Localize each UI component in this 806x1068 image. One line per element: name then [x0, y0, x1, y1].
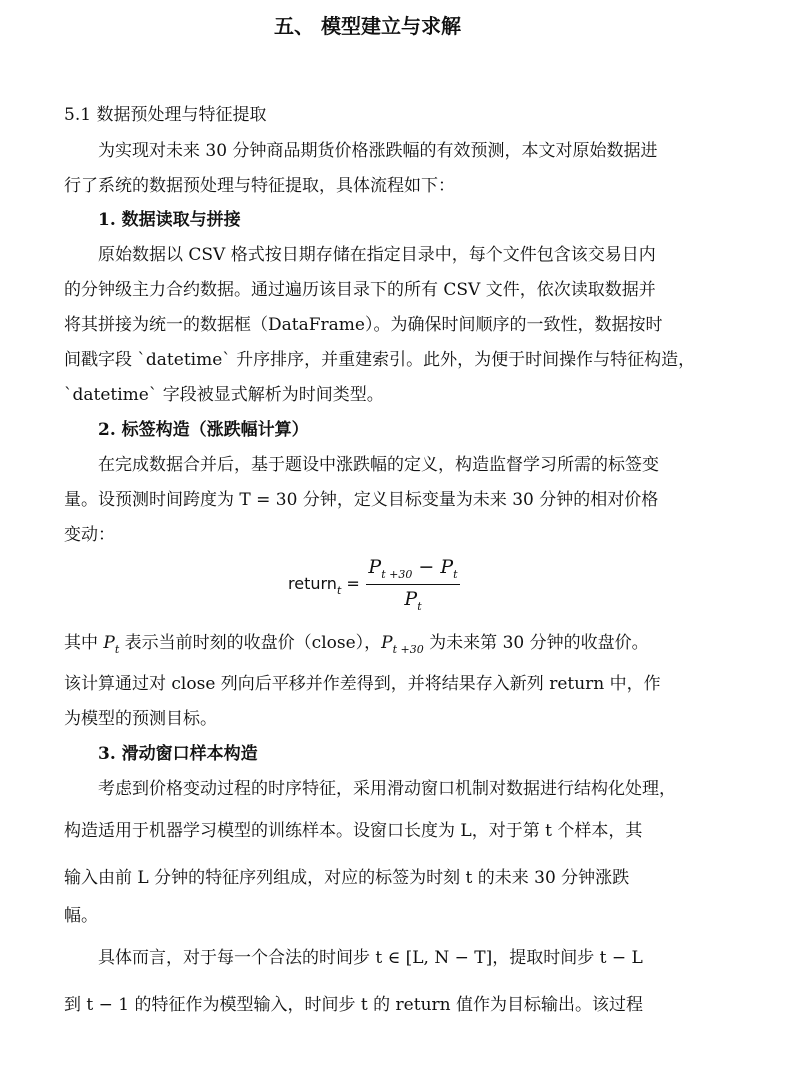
step3-line-4: 幅。 — [64, 906, 98, 926]
intro-line-1: 为实现对未来 30 分钟商品期货价格涨跌幅的有效预测，本文对原始数据进 — [98, 141, 658, 161]
step3-line-1: 考虑到价格变动过程的时序特征，采用滑动窗口机制对数据进行结构化处理， — [98, 779, 676, 799]
step1-line-3: 将其拼接为统一的数据框（DataFrame）。为确保时间顺序的一致性，数据按时 — [64, 315, 663, 335]
step2-line-3: 变动： — [64, 525, 115, 545]
formula-denominator: $P_t$ — [404, 588, 422, 613]
section-title: 五、 模型建立与求解 — [274, 14, 461, 38]
subsection-heading: 5.1 数据预处理与特征提取 — [64, 105, 267, 125]
intro-line-2: 行了系统的数据预处理与特征提取，具体流程如下： — [64, 176, 455, 196]
step3-heading: 3. 滑动窗口样本构造 — [98, 744, 258, 764]
step2-after-line-1: 其中 $P_t$ 表示当前时刻的收盘价（close），$P_{t +30}$ 为未来第 30 分钟的收盘价。 — [64, 633, 649, 656]
step1-heading: 1. 数据读取与拼接 — [98, 210, 241, 230]
fraction-bar — [366, 584, 460, 585]
formula-lhs: return$_t$ = — [288, 574, 360, 597]
step3-line-3: 输入由前 L 分钟的特征序列组成，对应的标签为时刻 t 的未来 30 分钟涨跌 — [64, 868, 630, 888]
step1-line-1: 原始数据以 CSV 格式按日期存储在指定目录中，每个文件包含该交易日内 — [98, 245, 656, 265]
step2-heading: 2. 标签构造（涨跌幅计算） — [98, 420, 309, 440]
formula-numerator: $P_{t +30} - P_t$ — [368, 556, 458, 581]
step2-line-2: 量。设预测时间跨度为 T = 30 分钟，定义目标变量为未来 30 分钟的相对价格 — [64, 490, 659, 510]
step3-line-5: 具体而言，对于每一个合法的时间步 t ∈ [L, N − T]，提取时间步 t − L — [98, 948, 643, 968]
step1-line-2: 的分钟级主力合约数据。通过遍历该目录下的所有 CSV 文件，依次读取数据并 — [64, 280, 656, 300]
step1-line-4: 间戳字段 `datetime` 升序排序，并重建索引。此外，为便于时间操作与特征构造， — [64, 350, 696, 370]
step3-line-6: 到 t − 1 的特征作为模型输入，时间步 t 的 return 值作为目标输出。该过程 — [64, 995, 643, 1015]
step2-after-line-3: 为模型的预测目标。 — [64, 709, 217, 729]
step2-after-line-2: 该计算通过对 close 列向后平移并作差得到，并将结果存入新列 return 中，作 — [64, 674, 661, 694]
step2-line-1: 在完成数据合并后，基于题设中涨跌幅的定义，构造监督学习所需的标签变 — [98, 455, 659, 475]
step1-line-5: `datetime` 字段被显式解析为时间类型。 — [64, 385, 384, 405]
return-formula — [288, 556, 488, 616]
step3-line-2: 构造适用于机器学习模型的训练样本。设窗口长度为 L，对于第 t 个样本，其 — [64, 821, 643, 841]
